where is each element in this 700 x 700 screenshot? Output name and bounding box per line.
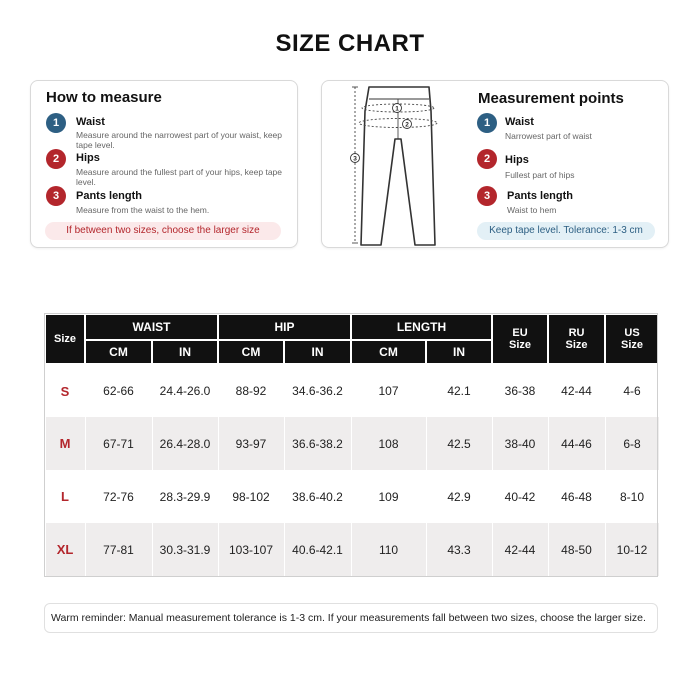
step-1-desc: Measure around the narrowest part of your waist, keep tape level. bbox=[76, 130, 282, 150]
table-cell: 77-81 bbox=[85, 523, 152, 576]
point-3-desc: Waist to hem bbox=[507, 205, 557, 215]
step-2-badge: 2 bbox=[46, 149, 66, 169]
eu-size-header: EU Size bbox=[492, 314, 548, 364]
table-cell: 109 bbox=[351, 470, 426, 523]
hip-in-header: IN bbox=[284, 340, 351, 364]
waist-marker-label: 1 bbox=[395, 105, 399, 113]
table-cell: 36-38 bbox=[492, 364, 548, 417]
size-table bbox=[44, 313, 660, 576]
table-cell: 24.4-26.0 bbox=[152, 364, 218, 417]
table-cell: 42.9 bbox=[426, 470, 492, 523]
measurement-points-card bbox=[321, 80, 669, 248]
tolerance-note: Keep tape level. Tolerance: 1-3 cm bbox=[477, 222, 655, 240]
table-cell: 42.5 bbox=[426, 417, 492, 470]
point-1-desc: Narrowest part of waist bbox=[505, 131, 592, 141]
table-cell: 44-46 bbox=[548, 417, 605, 470]
length-in-header: IN bbox=[426, 340, 492, 364]
table-cell: 42-44 bbox=[492, 523, 548, 576]
point-1-badge: 1 bbox=[477, 113, 497, 133]
size-label: M bbox=[45, 417, 85, 470]
us-size-header: US Size bbox=[605, 314, 659, 364]
how-to-measure-heading: How to measure bbox=[46, 89, 162, 106]
waist-cm-header: CM bbox=[85, 340, 152, 364]
table-cell: 38-40 bbox=[492, 417, 548, 470]
point-2-title: Hips bbox=[505, 154, 529, 166]
size-label: S bbox=[45, 364, 85, 417]
table-cell: 26.4-28.0 bbox=[152, 417, 218, 470]
table-cell: 40-42 bbox=[492, 470, 548, 523]
size-label: L bbox=[45, 470, 85, 523]
size-label: XL bbox=[45, 523, 85, 576]
measurement-points-heading: Measurement points bbox=[478, 90, 624, 107]
table-cell: 88-92 bbox=[218, 364, 284, 417]
step-2-title: Hips bbox=[76, 152, 100, 164]
table-cell: 43.3 bbox=[426, 523, 492, 576]
table-row bbox=[45, 417, 659, 470]
table-cell: 103-107 bbox=[218, 523, 284, 576]
table-cell: 36.6-38.2 bbox=[284, 417, 351, 470]
table-cell: 28.3-29.9 bbox=[152, 470, 218, 523]
hip-cm-header: CM bbox=[218, 340, 284, 364]
step-2-desc: Measure around the fullest part of your hips, keep tape level. bbox=[76, 167, 283, 187]
hip-group-header: HIP bbox=[218, 314, 351, 340]
table-cell: 93-97 bbox=[218, 417, 284, 470]
table-row bbox=[45, 470, 659, 523]
table-cell: 8-10 bbox=[605, 470, 659, 523]
table-cell: 42-44 bbox=[548, 364, 605, 417]
table-row bbox=[45, 523, 659, 576]
waist-in-header: IN bbox=[152, 340, 218, 364]
table-cell: 46-48 bbox=[548, 470, 605, 523]
point-2-badge: 2 bbox=[477, 149, 497, 169]
waist-group-header: WAIST bbox=[85, 314, 218, 340]
table-cell: 30.3-31.9 bbox=[152, 523, 218, 576]
table-cell: 110 bbox=[351, 523, 426, 576]
table-cell: 48-50 bbox=[548, 523, 605, 576]
table-cell: 34.6-36.2 bbox=[284, 364, 351, 417]
page-title: SIZE CHART bbox=[275, 30, 425, 57]
step-1-title: Waist bbox=[76, 116, 105, 128]
length-marker-label: 3 bbox=[353, 155, 357, 163]
point-1-title: Waist bbox=[505, 116, 534, 128]
how-to-measure-card bbox=[30, 80, 298, 248]
table-cell: 67-71 bbox=[85, 417, 152, 470]
step-3-badge: 3 bbox=[46, 186, 66, 206]
table-cell: 107 bbox=[351, 364, 426, 417]
point-2-desc: Fullest part of hips bbox=[505, 170, 575, 180]
point-3-title: Pants length bbox=[507, 190, 574, 202]
warm-reminder: Warm reminder: Manual measurement tolerance is 1-3 cm. If your measurements fall between two sizes, choose the larger size. bbox=[44, 603, 658, 633]
step-3-title: Pants length bbox=[76, 190, 143, 202]
larger-size-note: If between two sizes, choose the larger size bbox=[45, 222, 281, 240]
table-cell: 98-102 bbox=[218, 470, 284, 523]
table-row bbox=[45, 364, 659, 417]
step-3-desc: Measure from the waist to the hem. bbox=[76, 205, 210, 215]
table-cell: 10-12 bbox=[605, 523, 659, 576]
table-cell: 72-76 bbox=[85, 470, 152, 523]
size-column-header: Size bbox=[45, 314, 85, 364]
ru-size-header: RU Size bbox=[548, 314, 605, 364]
table-cell: 62-66 bbox=[85, 364, 152, 417]
table-cell: 6-8 bbox=[605, 417, 659, 470]
step-1-badge: 1 bbox=[46, 113, 66, 133]
pants-diagram bbox=[349, 83, 459, 247]
hip-marker-label: 2 bbox=[405, 121, 409, 129]
length-cm-header: CM bbox=[351, 340, 426, 364]
point-3-badge: 3 bbox=[477, 186, 497, 206]
table-cell: 42.1 bbox=[426, 364, 492, 417]
table-cell: 38.6-40.2 bbox=[284, 470, 351, 523]
table-cell: 40.6-42.1 bbox=[284, 523, 351, 576]
table-cell: 4-6 bbox=[605, 364, 659, 417]
table-cell: 108 bbox=[351, 417, 426, 470]
length-group-header: LENGTH bbox=[351, 314, 492, 340]
